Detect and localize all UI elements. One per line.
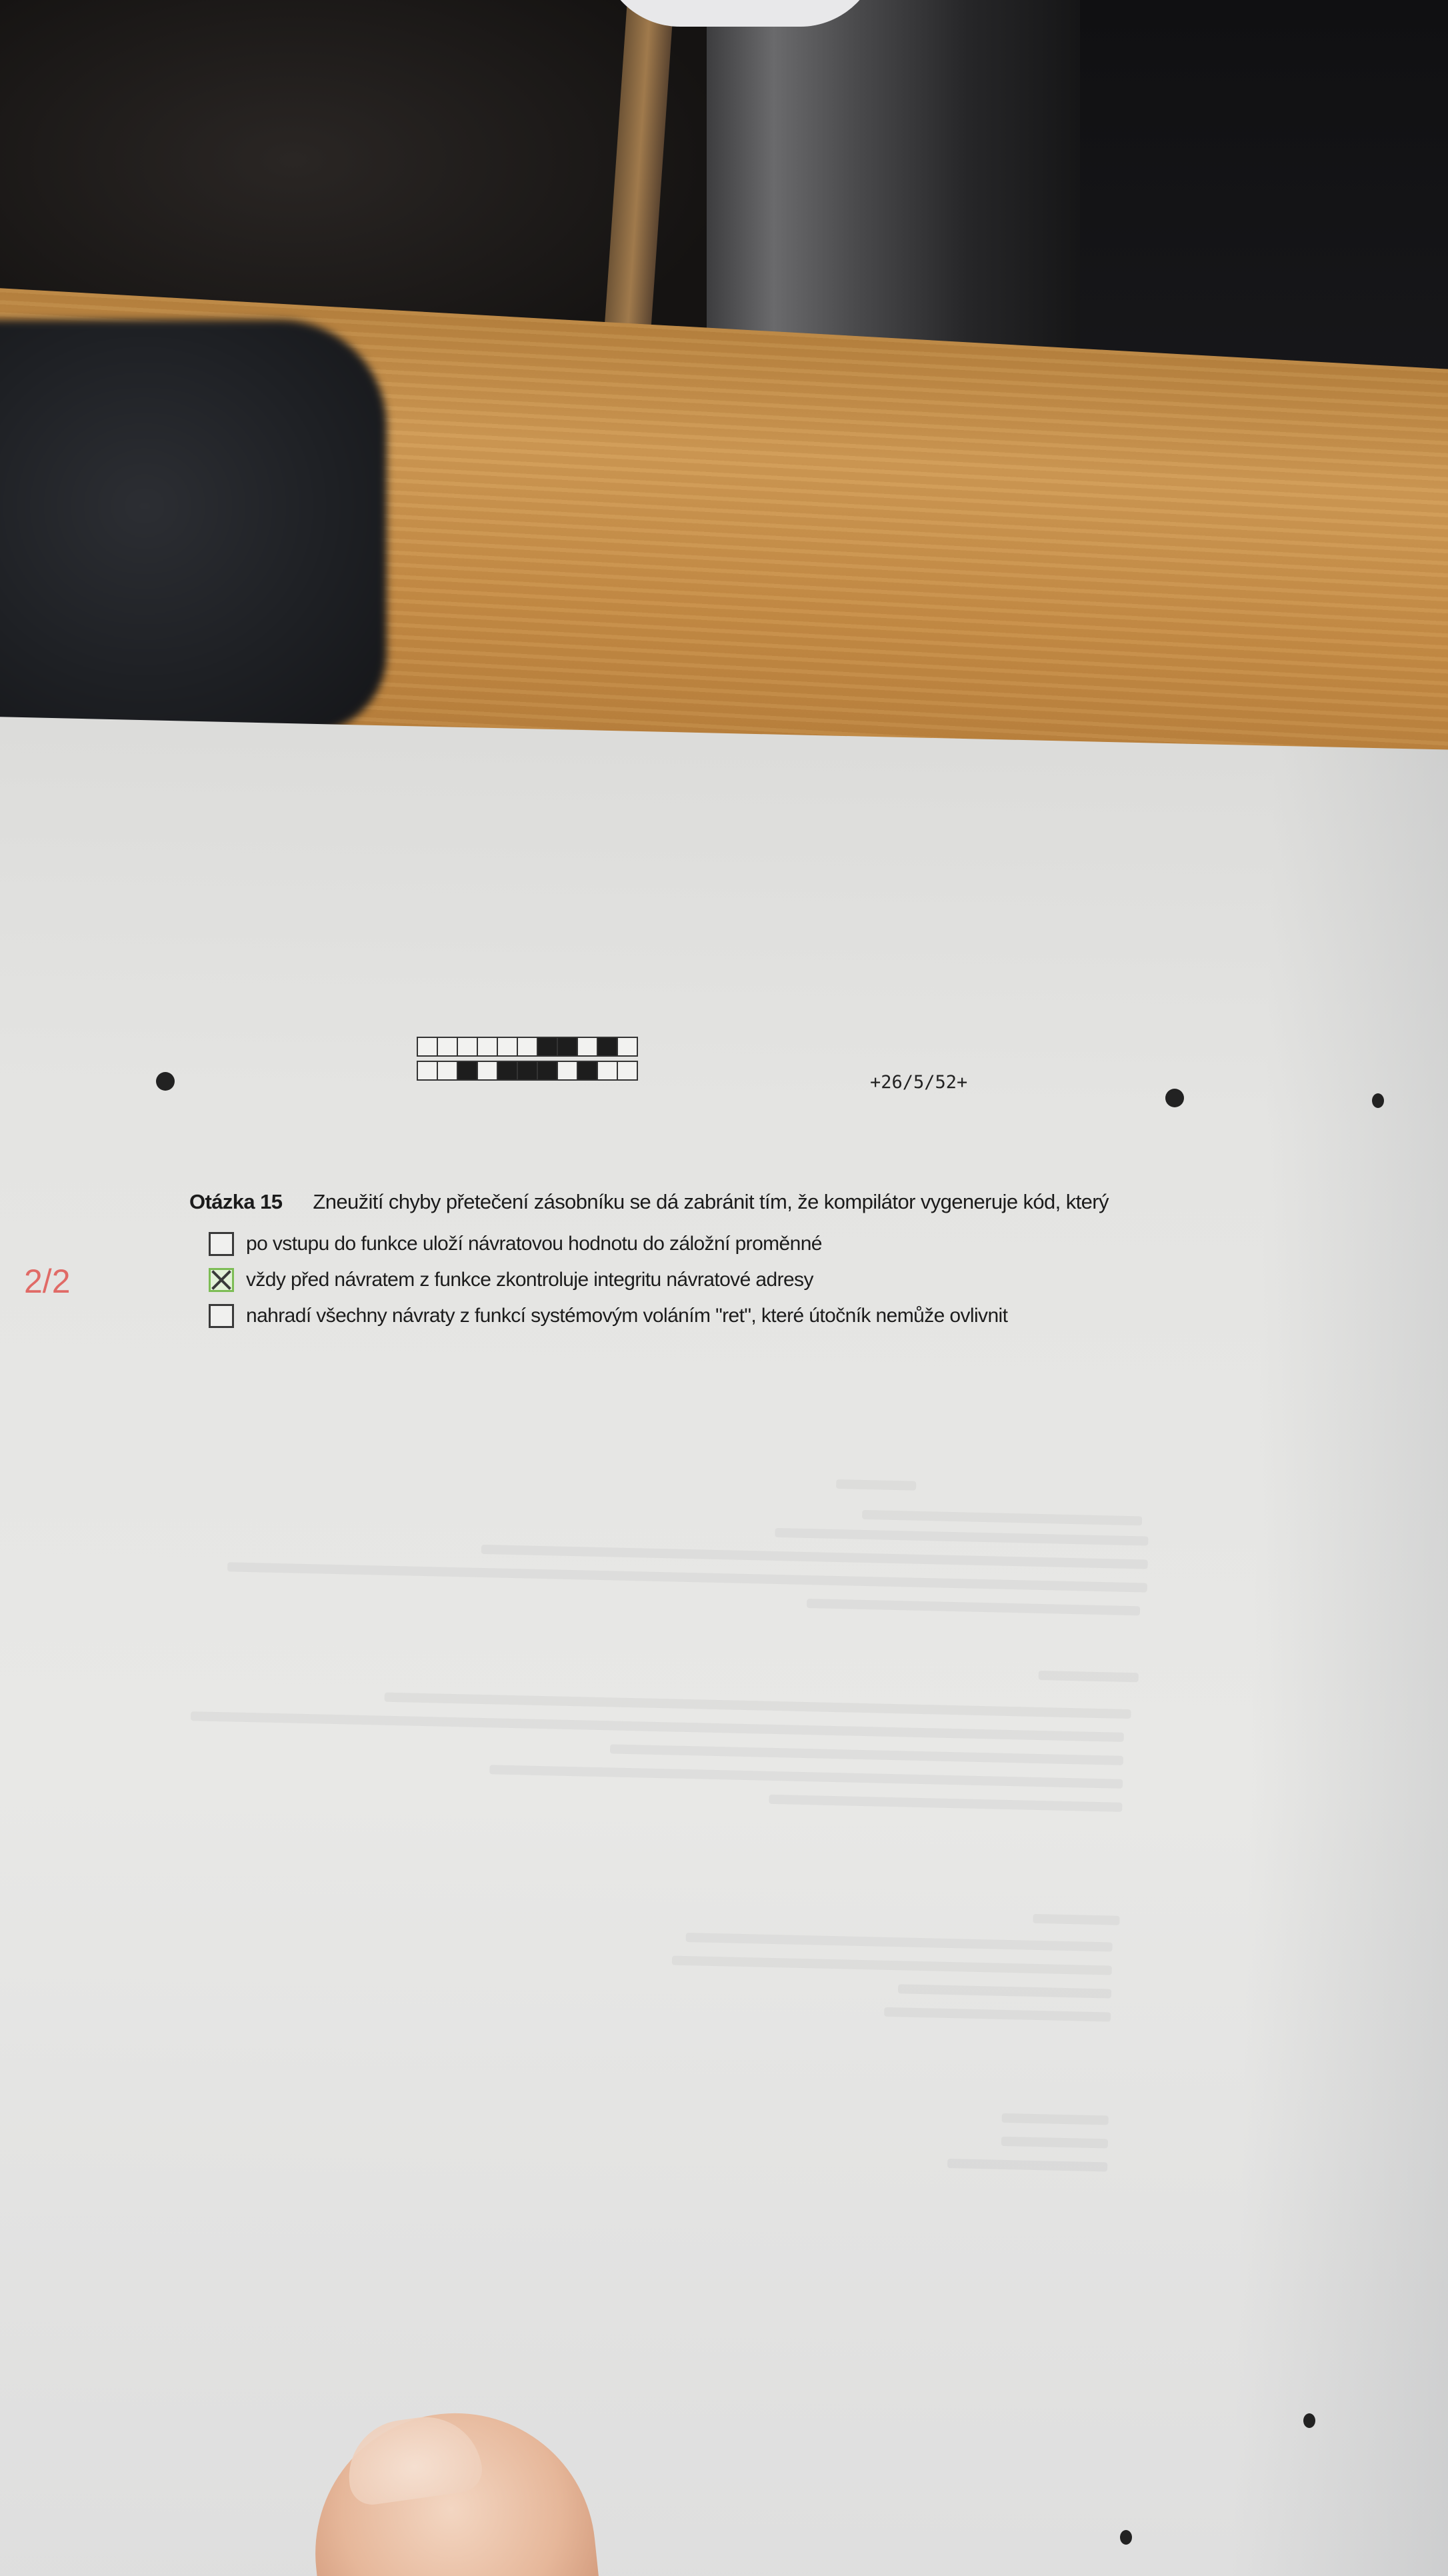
fiducial-dot-bottom-right	[1303, 2413, 1315, 2428]
barcode-cell-filled	[577, 1061, 598, 1081]
exam-paper	[0, 717, 1448, 2576]
barcode-cell-empty	[417, 1061, 438, 1081]
barcode-cell-empty	[617, 1037, 638, 1057]
answer-option-text: nahradí všechny návraty z funkcí systémovým voláním "ret", které útočník nemůže ovlivnit	[246, 1305, 1008, 1327]
score-annotation: 2/2	[24, 1263, 71, 1300]
barcode-cell-filled	[537, 1037, 558, 1057]
fiducial-dot-mid	[1165, 1089, 1184, 1107]
fiducial-dot-left	[156, 1072, 175, 1091]
question-number: Otázka 15	[189, 1190, 283, 1213]
question-text: Zneužití chyby přetečení zásobníku se dá zabránit tím, že kompilátor vygeneruje kód, který	[313, 1190, 1109, 1213]
barcode-cell-empty	[617, 1061, 638, 1081]
answer-option[interactable]	[209, 1268, 813, 1292]
barcode-cell-empty	[477, 1037, 498, 1057]
barcode-cell-filled	[517, 1061, 538, 1081]
sheet-code: +26/5/52+	[870, 1072, 968, 1093]
barcode-cell-empty	[437, 1061, 458, 1081]
barcode-cell-filled	[537, 1061, 558, 1081]
barcode-cell-filled	[557, 1037, 578, 1057]
black-bag	[0, 320, 387, 733]
barcode-cell-filled	[597, 1037, 618, 1057]
barcode-cell-filled	[497, 1061, 518, 1081]
bleed-through-text	[0, 717, 1448, 2576]
answer-option-text: vždy před návratem z funkce zkontroluje integritu návratové adresy	[246, 1269, 813, 1291]
answer-option-text: po vstupu do funkce uloží návratovou hodnotu do záložní proměnné	[246, 1233, 822, 1255]
barcode-cell-filled	[457, 1061, 478, 1081]
checkbox[interactable]	[209, 1304, 234, 1328]
barcode-cell-empty	[577, 1037, 598, 1057]
barcode-row	[417, 1037, 637, 1058]
answer-option[interactable]	[209, 1232, 822, 1256]
barcode-cell-empty	[597, 1061, 618, 1081]
barcode-cell-empty	[417, 1037, 438, 1057]
fiducial-dot-bottom	[1120, 2530, 1132, 2545]
checkbox[interactable]	[209, 1232, 234, 1256]
barcode-cell-empty	[557, 1061, 578, 1081]
barcode-cell-empty	[457, 1037, 478, 1057]
fiducial-dot-right	[1372, 1093, 1384, 1108]
barcode-row	[417, 1061, 637, 1082]
barcode	[417, 1037, 637, 1085]
question-title	[189, 1190, 1109, 1214]
barcode-cell-empty	[477, 1061, 498, 1081]
checkbox-marked[interactable]	[209, 1268, 234, 1292]
barcode-cell-empty	[497, 1037, 518, 1057]
answer-option[interactable]	[209, 1304, 1007, 1328]
barcode-cell-empty	[437, 1037, 458, 1057]
barcode-cell-empty	[517, 1037, 538, 1057]
